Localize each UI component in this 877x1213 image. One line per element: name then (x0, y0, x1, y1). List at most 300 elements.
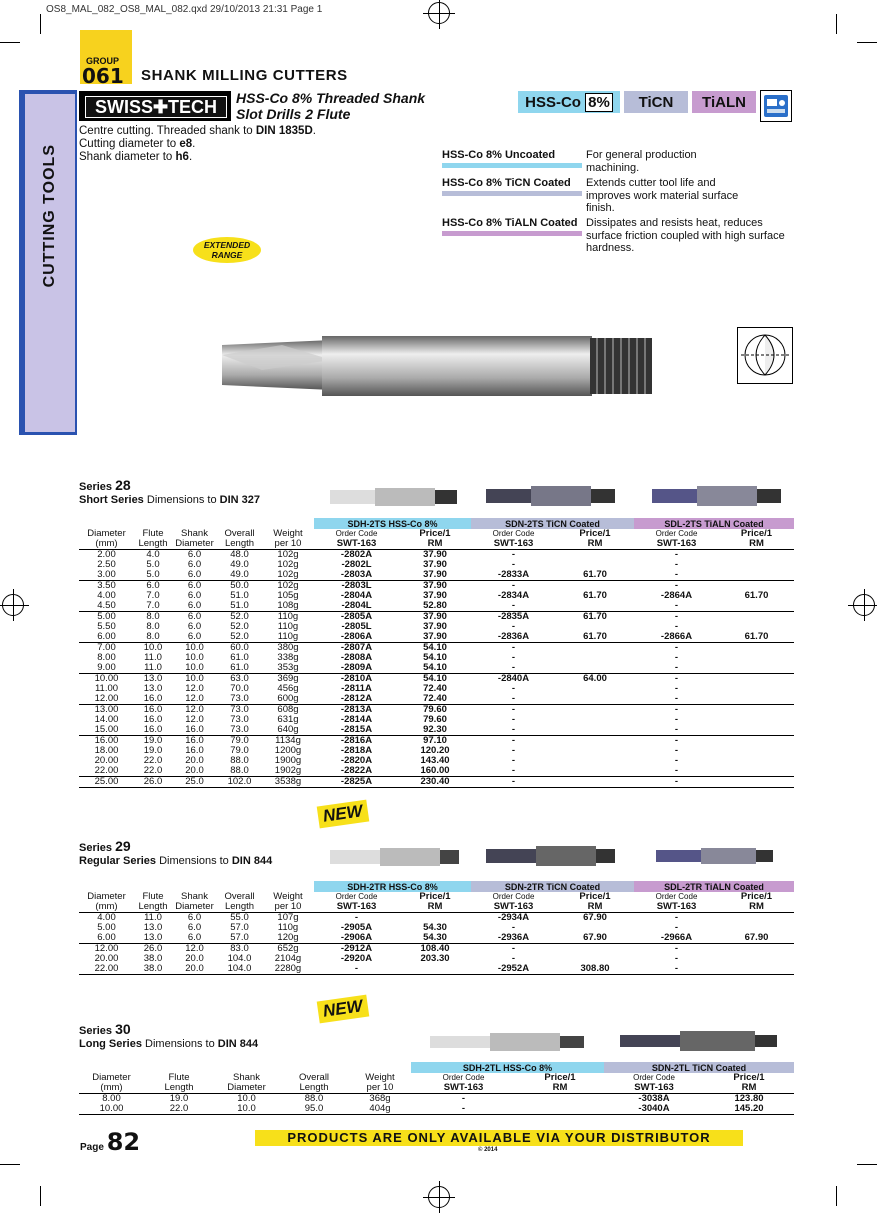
price-cell (516, 1104, 604, 1115)
price-cell: 67.90 (719, 933, 794, 944)
dimension-cell: 38.0 (134, 964, 172, 975)
price-cell (719, 612, 794, 623)
dimension-cell: 73.0 (217, 694, 262, 705)
order-code-cell: - (634, 694, 719, 705)
dimension-cell: 20.0 (172, 964, 217, 975)
price-cell: 37.90 (423, 590, 447, 601)
sdn-2ts-tool-image (486, 485, 616, 507)
order-code-cell: -2804L (314, 601, 399, 612)
order-code-cell: - (674, 922, 679, 933)
dimension-cell: 88.0 (217, 766, 262, 777)
coating-info-bar (442, 231, 582, 236)
dimension-cell: 10.0 (214, 1104, 279, 1115)
dimension-cell: 16.0 (143, 714, 163, 725)
series-29-table: SDH-2TR HSS-Co 8% SDN-2TR TiCN Coated SDL-2TR TiALN Coated Diameter Flute Shank Overall Weight Order Code Price/1 Order Code Price/1 Order Code Price/1 (mm) Length Diameter Length per 10 SWT-163 RM SWT-163 RM SWT-163 RM 4.00 11.0 6.0 55.0 107g - -2934A 67.90 - 5.00 13.0 6.0 57.0 110g -2905A 54.30 - - 6.00 13.0 6.0 57.0 120g -2906A 54.30 -2936A 67.90 -2966A 67.90 12.00 26.0 12.0 83.0 652g -2912A 108.40 - - 20.00 38.0 20.0 104.0 2104g -2920A 203.30 - - 22.00 38.0 20.0 104.0 2280g - -2952A 308.80 - (79, 881, 794, 975)
table-row (79, 766, 794, 777)
dimension-cell: 20.0 (185, 953, 204, 964)
dimension-cell: 52.0 (230, 611, 249, 622)
dimension-cell: 16.0 (143, 704, 163, 715)
order-code-cell: - (674, 912, 679, 923)
order-code-cell: - (471, 663, 556, 674)
price-cell: 145.20 (704, 1104, 794, 1115)
sdh-2tl-tool-image (430, 1032, 585, 1052)
side-tab (19, 90, 77, 435)
table-row (79, 725, 794, 736)
table-row (79, 1104, 794, 1115)
dimension-cell: 15.00 (79, 725, 134, 736)
dimension-cell: 22.0 (134, 766, 172, 777)
coating-info-name: HSS-Co 8% TiCN Coated (442, 177, 571, 189)
order-code-cell: - (674, 673, 679, 684)
dimension-cell: 6.0 (187, 621, 202, 632)
dimension-cell: 8.0 (146, 611, 160, 622)
order-code-cell: -2814A (340, 714, 373, 725)
order-code-cell: -2906A (314, 933, 399, 944)
price-cell (719, 550, 794, 561)
price-cell (556, 725, 634, 736)
dimension-cell: 26.0 (134, 777, 172, 788)
copyright: © 2014 (478, 1147, 498, 1153)
dimension-cell: 6.0 (172, 601, 217, 612)
price-cell: 37.90 (423, 580, 447, 591)
dimension-cell: 12.00 (94, 943, 119, 954)
dimension-cell: 6.0 (187, 611, 202, 622)
group-label: GROUP (86, 56, 120, 66)
price-cell (556, 694, 634, 705)
order-code-cell: -2952A (471, 964, 556, 975)
order-code-cell: - (674, 755, 679, 766)
dimension-cell: 8.0 (146, 621, 160, 632)
band-sdh-2tl: SDH-2TL HSS-Co 8% (411, 1062, 604, 1073)
product-subtitle: HSS-Co 8% Threaded Shank Slot Drills 2 Flute (236, 90, 426, 122)
dimension-cell: 63.0 (230, 673, 249, 684)
table-row (79, 601, 794, 612)
price-cell (556, 550, 634, 561)
order-code-cell: - (674, 611, 679, 622)
order-code-cell: - (511, 755, 516, 766)
dimension-cell: 13.0 (143, 683, 163, 694)
order-code-cell: -2822A (314, 766, 399, 777)
order-code-cell: - (511, 580, 516, 591)
band-sdn-2tr: SDN-2TR TiCN Coated (471, 881, 634, 892)
dimension-cell: 18.00 (94, 745, 119, 756)
order-code-cell: - (634, 777, 719, 788)
price-cell: 79.60 (423, 704, 447, 715)
slot-drill-image (222, 330, 652, 400)
order-code-cell: -2809A (314, 663, 399, 674)
dimension-cell: 6.0 (172, 933, 217, 944)
order-code-cell: - (674, 549, 679, 560)
price-cell: 108.40 (420, 943, 450, 954)
order-code-cell: -3040A (604, 1104, 704, 1115)
price-cell: 67.90 (556, 933, 634, 944)
dimension-cell: 338g (277, 652, 299, 663)
series-28-table: SDH-2TS HSS-Co 8% SDN-2TS TiCN Coated SDL-2TS TiALN Coated Diameter Flute Shank Overall Weight Order Code Price/1 Order Code Price/1 Order Code Price/1 (mm) Length Diameter Length per 10 SWT-163 RM SWT-163 RM SWT-163 RM 2.00 4.0 6.0 48.0 102g -2802A 37.90 - - 2.50 5.0 6.0 49.0 102g -2802L 37.90 - - 3.00 5.0 6.0 49.0 102g -2803A 37.90 -2833A 61.70 - 3.50 6.0 6.0 50.0 102g -2803L 37.90 - - 4.00 7.0 6.0 51.0 105g -2804A 37.90 -2834A 61.70 -2864A 61.70 4.50 7.0 6.0 51.0 108g -2804L 52.80 - - 5.00 8.0 6.0 52.0 110g -2805A 37.90 -2835A 61.70 - 5.50 8.0 6.0 52.0 110g -2805L 37.90 - - 6.00 8.0 6.0 52.0 110g -2806A 37.90 -2836A 61.70 -2866A 61.70 7.00 10.0 10.0 60.0 380g -2807A 54.10 - - 8.00 11.0 10.0 61.0 338g -2808A 54.10 - - 9.00 11.0 10.0 61.0 353g -2809A 54.10 - - 10.00 13.0 10.0 63.0 369g -2810A 54.10 -2840A 64.00 - 11.00 13.0 12.0 70.0 456g -2811A 72.40 - - 12.00 16.0 12.0 73.0 600g -2812A 72.40 - - 13.00 16.0 12.0 73.0 608g -2813A 79.60 - - 14.00 16.0 12.0 73.0 631g -2814A 79.60 - - 15.00 16.0 16.0 73.0 640g -2815A 92.30 - - 16.00 19.0 16.0 79.0 1134g -2816A 97.10 - - 18.00 19.0 16.0 79.0 1200g -2818A 120.20 - - 20.00 22.0 20.0 88.0 1900g -2820A 143.40 - - 22.00 22.0 20.0 88.0 1902g -2822A 160.00 - - 25.00 26.0 25.0 102.0 3538g -2825A 230.40 - - (79, 518, 794, 788)
order-code-cell: - (511, 652, 516, 663)
dimension-cell: 26.0 (143, 943, 163, 954)
dimension-cell: 108g (262, 601, 314, 612)
order-code-cell: - (634, 725, 719, 736)
coating-info-name: HSS-Co 8% TiALN Coated (442, 217, 578, 229)
order-code-cell: - (674, 652, 679, 663)
dimension-cell: 380g (277, 642, 299, 653)
order-code-cell: -2805L (341, 621, 372, 632)
price-cell (719, 674, 794, 685)
price-cell: 67.90 (583, 912, 607, 923)
sdl-2tr-tool-image (656, 847, 774, 865)
dimension-cell: 16.0 (185, 735, 204, 746)
order-code-cell: - (471, 601, 556, 612)
desc-line-3: Shank diameter to h6. (79, 151, 193, 163)
price-cell (719, 964, 794, 975)
cnc-machine-icon (760, 90, 792, 122)
price-cell (719, 913, 794, 924)
order-code-cell: - (314, 964, 399, 975)
sdn-2tr-tool-image (486, 845, 616, 867)
price-cell (719, 777, 794, 788)
dimension-cell: 2104g (274, 953, 302, 964)
dimension-cell: 5.00 (97, 922, 116, 933)
dimension-cell: 4.00 (97, 590, 116, 601)
dimension-cell: 19.0 (169, 1093, 189, 1104)
dimension-cell: 16.0 (185, 745, 204, 756)
order-code-cell: -2802A (340, 549, 373, 560)
dimension-cell: 70.0 (230, 683, 249, 694)
price-cell: 37.90 (423, 621, 447, 632)
dimension-cell: 102g (277, 559, 299, 570)
dimension-cell: 456g (277, 683, 299, 694)
dimension-cell: 2.00 (97, 549, 116, 560)
dimension-cell: 5.0 (146, 559, 160, 570)
price-cell: 37.90 (423, 559, 447, 570)
dimension-cell: 6.0 (187, 912, 202, 923)
dimension-cell: 25.0 (172, 777, 217, 788)
dimension-cell: 1900g (274, 755, 302, 766)
dimension-cell: 6.0 (187, 590, 202, 601)
coating-info-desc: For general production machining. (586, 149, 697, 174)
price-cell (556, 705, 634, 716)
order-code-cell: -2807A (340, 642, 373, 653)
order-code-cell: -2864A (660, 590, 693, 601)
dimension-cell: 57.0 (217, 933, 262, 944)
price-cell (556, 777, 634, 788)
coating-info-bar (442, 191, 582, 196)
dimension-cell: 13.0 (143, 673, 163, 684)
dimension-cell: 13.0 (134, 933, 172, 944)
dimension-cell: 7.0 (146, 590, 160, 601)
dimension-cell: 10.0 (237, 1093, 256, 1104)
dimension-cell: 404g (349, 1104, 411, 1115)
price-cell (719, 715, 794, 725)
order-code-cell: - (511, 621, 516, 632)
coating-info-desc: Dissipates and resists heat, reduces surface friction coupled with high surface hardness. (586, 217, 785, 254)
order-code-cell: -2936A (471, 933, 556, 944)
dimension-cell: 10.0 (143, 642, 163, 653)
price-cell (556, 746, 634, 756)
registration-mark-icon (853, 594, 875, 616)
dimension-cell: 20.0 (185, 755, 204, 766)
order-code-cell: -2816A (340, 735, 373, 746)
dimension-cell: 2280g (262, 964, 314, 975)
order-code-cell: -2810A (340, 673, 373, 684)
dimension-cell: 640g (262, 725, 314, 736)
dimension-cell: 11.00 (94, 683, 119, 694)
price-cell (719, 570, 794, 581)
price-cell: 79.60 (423, 714, 447, 725)
series-30-heading: Series 30 Long Series Dimensions to DIN 844 (79, 1021, 259, 1050)
dimension-cell: 11.0 (144, 652, 162, 663)
dimension-cell: 22.0 (144, 1104, 214, 1115)
price-cell (719, 944, 794, 955)
order-code-cell: -2811A (341, 683, 372, 694)
registration-mark-icon (428, 2, 450, 24)
order-code-cell: - (511, 683, 516, 694)
coating-info-name: HSS-Co 8% Uncoated (442, 149, 556, 161)
sdh-2tr-tool-image (330, 847, 460, 867)
price-cell: 230.40 (399, 777, 471, 788)
dimension-cell: 608g (277, 704, 299, 715)
dimension-cell: 22.0 (143, 755, 163, 766)
order-code-cell: - (674, 683, 679, 694)
order-code-cell: -2834A (497, 590, 530, 601)
order-code-cell: -2802L (341, 559, 372, 570)
dimension-cell: 48.0 (230, 549, 249, 560)
order-code-cell: - (354, 912, 359, 923)
dimension-cell: 12.0 (172, 694, 217, 705)
price-cell (719, 746, 794, 756)
crop-mark (857, 1164, 877, 1165)
dimension-cell: 6.0 (172, 570, 217, 581)
dimension-cell: 11.0 (144, 912, 162, 923)
order-code-cell: -2803L (341, 580, 372, 591)
crop-mark (0, 42, 20, 43)
dimension-cell: 10.00 (94, 673, 119, 684)
dimension-cell: 12.0 (185, 714, 204, 725)
price-cell: 37.90 (423, 549, 447, 560)
dimension-cell: 11.0 (134, 663, 172, 674)
table-row (79, 964, 794, 975)
dimension-cell: 3.00 (79, 570, 134, 581)
price-cell (719, 601, 794, 612)
band-sdh-2ts: SDH-2TS HSS-Co 8% (314, 518, 471, 529)
price-cell: 37.90 (423, 611, 447, 622)
order-code-cell: - (511, 735, 516, 746)
cross-section-icon (737, 327, 793, 384)
dimension-cell: 12.00 (79, 694, 134, 705)
dimension-cell: 20.00 (94, 953, 119, 964)
dimension-cell: 38.0 (143, 953, 163, 964)
brand-logo: SWISS✚TECH (80, 92, 230, 120)
dimension-cell: 6.0 (172, 632, 217, 643)
order-code-cell: -2912A (340, 943, 373, 954)
price-cell: 92.30 (399, 725, 471, 736)
price-cell: 72.40 (399, 694, 471, 705)
registration-mark-icon (428, 1186, 450, 1208)
dimension-cell: 369g (277, 673, 299, 684)
coating-badge-tialn: TiALN (692, 91, 756, 113)
dimension-cell: 102g (277, 580, 299, 591)
order-code-cell: - (674, 943, 679, 954)
table-row (79, 632, 794, 643)
price-cell (719, 756, 794, 766)
price-cell: 61.70 (583, 611, 607, 622)
order-code-cell: -2813A (340, 704, 373, 715)
price-cell (719, 653, 794, 663)
dimension-cell: 7.0 (134, 601, 172, 612)
price-cell: 97.10 (423, 735, 447, 746)
order-code-cell: - (511, 745, 516, 756)
dimension-cell: 5.0 (134, 570, 172, 581)
new-badge: NEW (317, 995, 369, 1024)
sdh-2ts-tool-image (330, 487, 458, 507)
dimension-cell: 20.00 (94, 755, 119, 766)
dimension-cell: 16.00 (94, 735, 119, 746)
order-code-cell: - (674, 580, 679, 591)
dimension-cell: 55.0 (230, 912, 249, 923)
new-badge: NEW (317, 800, 369, 829)
group-number: 061 (82, 64, 124, 88)
product-description (79, 125, 316, 164)
dimension-cell: 652g (277, 943, 299, 954)
dimension-cell: 105g (277, 590, 299, 601)
dimension-cell: 61.0 (217, 663, 262, 674)
price-cell: 54.10 (423, 642, 447, 653)
price-cell (399, 964, 471, 975)
band-sdn-2tl: SDN-2TL TiCN Coated (604, 1062, 794, 1073)
dimension-cell: 88.0 (230, 755, 249, 766)
price-cell: 52.80 (399, 601, 471, 612)
dimension-cell: 2.50 (97, 559, 116, 570)
order-code-cell: -2815A (314, 725, 399, 736)
price-cell: 61.70 (719, 632, 794, 643)
order-code-cell: -2820A (340, 755, 373, 766)
order-code-cell: - (674, 953, 679, 964)
table-row (79, 570, 794, 581)
order-code-cell: -2920A (340, 953, 373, 964)
price-cell: 37.90 (399, 632, 471, 643)
order-code-cell: -2835A (497, 611, 530, 622)
dimension-cell: 12.0 (185, 704, 204, 715)
order-code-cell: - (674, 642, 679, 653)
order-code-cell: - (634, 964, 719, 975)
dimension-cell: 5.50 (97, 621, 116, 632)
order-code-cell: - (471, 777, 556, 788)
dimension-cell: 110g (277, 922, 299, 933)
dimension-cell: 102g (262, 570, 314, 581)
group-badge (80, 30, 132, 88)
price-cell (556, 601, 634, 612)
dimension-cell: 110g (262, 632, 314, 643)
price-cell (556, 736, 634, 747)
order-code-cell: - (674, 704, 679, 715)
dimension-cell: 8.00 (102, 1093, 121, 1104)
table-row (79, 777, 794, 788)
price-cell (719, 694, 794, 705)
series-30-table: SDH-2TL HSS-Co 8% SDN-2TL TiCN Coated Diameter Flute Shank Overall Weight Order Code Price/1 Order Code Price/1 (mm) Length Diameter Length per 10 SWT-163 RM SWT-163 RM 8.00 19.0 10.0 88.0 368g - -3038A 123.80 10.00 22.0 10.0 95.0 404g - -3040A 145.20 (79, 1062, 794, 1115)
order-code-cell: - (674, 559, 679, 570)
price-cell: 61.70 (744, 590, 769, 601)
dimension-cell: 49.0 (230, 559, 249, 570)
dimension-cell: 12.0 (185, 943, 204, 954)
price-cell: 54.10 (399, 663, 471, 674)
dimension-cell: 4.00 (97, 912, 116, 923)
dimension-cell: 6.0 (187, 580, 202, 591)
coating-info-desc: Extends cutter tool life and improves work material surface finish. (586, 177, 739, 214)
price-cell (556, 663, 634, 674)
dimension-cell: 368g (369, 1093, 391, 1104)
price-cell: 61.70 (556, 570, 634, 581)
dimension-cell: 9.00 (79, 663, 134, 674)
dimension-cell: 110g (277, 611, 299, 622)
sdl-2ts-tool-image (652, 485, 782, 507)
band-sdn-2ts: SDN-2TS TiCN Coated (471, 518, 634, 529)
order-code-cell: - (674, 745, 679, 756)
price-cell (719, 954, 794, 964)
dimension-cell: 4.0 (146, 549, 160, 560)
order-code-cell: -2806A (314, 632, 399, 643)
order-code-cell: - (634, 663, 719, 674)
price-cell: 64.00 (583, 673, 607, 684)
order-code-cell: - (511, 714, 516, 725)
order-code-cell: - (511, 922, 516, 933)
order-code-cell: - (634, 766, 719, 777)
dimension-cell: 3.50 (97, 580, 116, 591)
price-cell (719, 560, 794, 570)
price-cell (556, 653, 634, 663)
dimension-cell: 19.0 (143, 735, 163, 746)
dimension-cell: 52.0 (230, 621, 249, 632)
price-cell: 160.00 (399, 766, 471, 777)
dimension-cell: 6.00 (79, 632, 134, 643)
order-code-cell: -2808A (340, 652, 373, 663)
dimension-cell: 120g (262, 933, 314, 944)
order-code-cell: - (511, 642, 516, 653)
dimension-cell: 73.0 (217, 725, 262, 736)
order-code-cell: - (634, 601, 719, 612)
order-code-cell: -2825A (314, 777, 399, 788)
table-row (79, 694, 794, 705)
desc-line-1: Centre cutting. Threaded shank to DIN 1835D. (79, 125, 316, 137)
order-code-cell: -2812A (314, 694, 399, 705)
price-cell (556, 766, 634, 777)
price-cell: 203.30 (420, 953, 450, 964)
dimension-cell: 16.0 (172, 725, 217, 736)
order-code-cell: -2818A (340, 745, 373, 756)
band-sdh-2tr: SDH-2TR HSS-Co 8% (314, 881, 471, 892)
table-row (79, 663, 794, 674)
dimension-cell: 102.0 (217, 777, 262, 788)
price-cell: 308.80 (556, 964, 634, 975)
side-tab-label: CUTTING TOOLS (41, 144, 58, 288)
dimension-cell: 51.0 (230, 590, 249, 601)
table-row (79, 933, 794, 944)
crop-mark (857, 42, 877, 43)
registration-mark-icon (2, 594, 24, 616)
order-code-cell: - (471, 766, 556, 777)
order-code-cell: -2803A (314, 570, 399, 581)
price-cell (719, 684, 794, 694)
series-29-heading: Series 29 Regular Series Dimensions to DIN 844 (79, 838, 273, 867)
dimension-cell: 16.0 (134, 725, 172, 736)
price-cell: 120.20 (420, 745, 450, 756)
dimension-cell: 95.0 (279, 1104, 349, 1115)
dimension-cell: 600g (262, 694, 314, 705)
dimension-cell: 6.0 (146, 580, 160, 591)
dimension-cell: 79.0 (230, 735, 249, 746)
price-cell (719, 643, 794, 654)
order-code-cell: - (511, 953, 516, 964)
order-code-cell: - (461, 1093, 466, 1104)
